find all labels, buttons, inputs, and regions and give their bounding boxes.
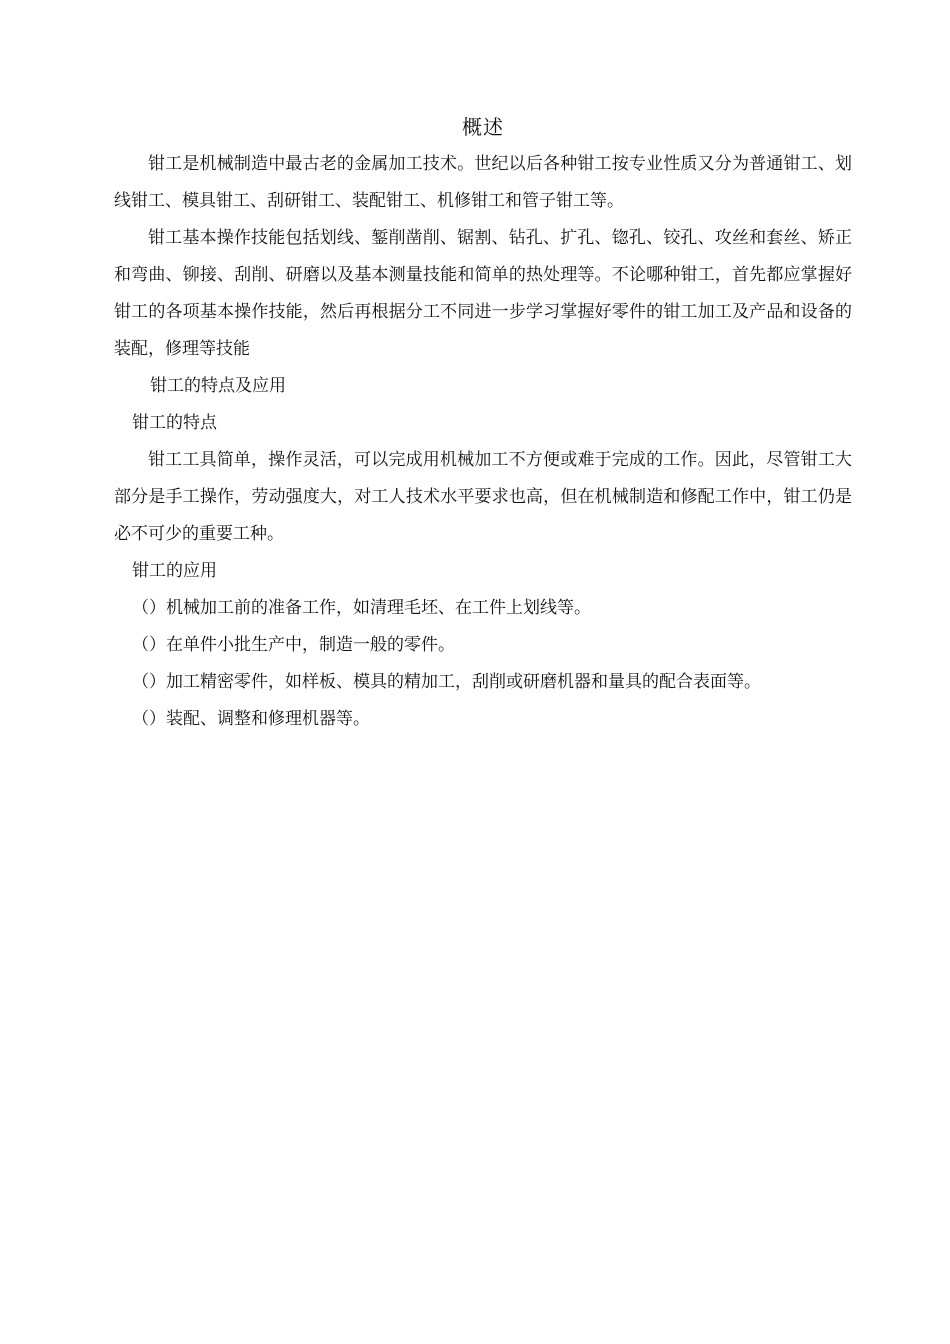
list-item: （）在单件小批生产中，制造一般的零件。 (132, 635, 455, 655)
applications-heading: 钳工的应用 (132, 561, 217, 581)
section-heading: 钳工的特点及应用 (150, 376, 286, 396)
intro-paragraph-1: 钳工是机械制造中最古老的金属加工技术。世纪以后各种钳工按专业性质又分为普通钳工、划线钳工、模具钳工、刮研钳工、装配钳工、机修钳工和管子钳工等。 (114, 154, 852, 211)
features-heading: 钳工的特点 (132, 413, 217, 433)
list-item: （）机械加工前的准备工作，如清理毛坯、在工件上划线等。 (132, 598, 591, 618)
intro-paragraph-2: 钳工基本操作技能包括划线、錾削凿削、锯割、钻孔、扩孔、锪孔、铰孔、攻丝和套丝、矫正和弯曲、铆接、刮削、研磨以及基本测量技能和简单的热处理等。不论哪种钳工，首先都应掌握好钳工的各项基本操作技能，然后再根据分工不同进一步学习掌握好零件的钳工加工及产品和设备的装配，修理等技能 (114, 228, 852, 359)
document-page (114, 112, 852, 738)
document-title: 概述 (462, 115, 504, 139)
list-item: （）装配、调整和修理机器等。 (132, 709, 370, 729)
applications-list (114, 590, 852, 738)
list-item: （）加工精密零件，如样板、模具的精加工，刮削或研磨机器和量具的配合表面等。 (132, 672, 761, 692)
features-paragraph: 钳工工具简单，操作灵活，可以完成用机械加工不方便或难于完成的工作。因此，尽管钳工大部分是手工操作，劳动强度大，对工人技术水平要求也高，但在机械制造和修配工作中，钳工仍是必不可少的重要工种。 (114, 450, 852, 544)
